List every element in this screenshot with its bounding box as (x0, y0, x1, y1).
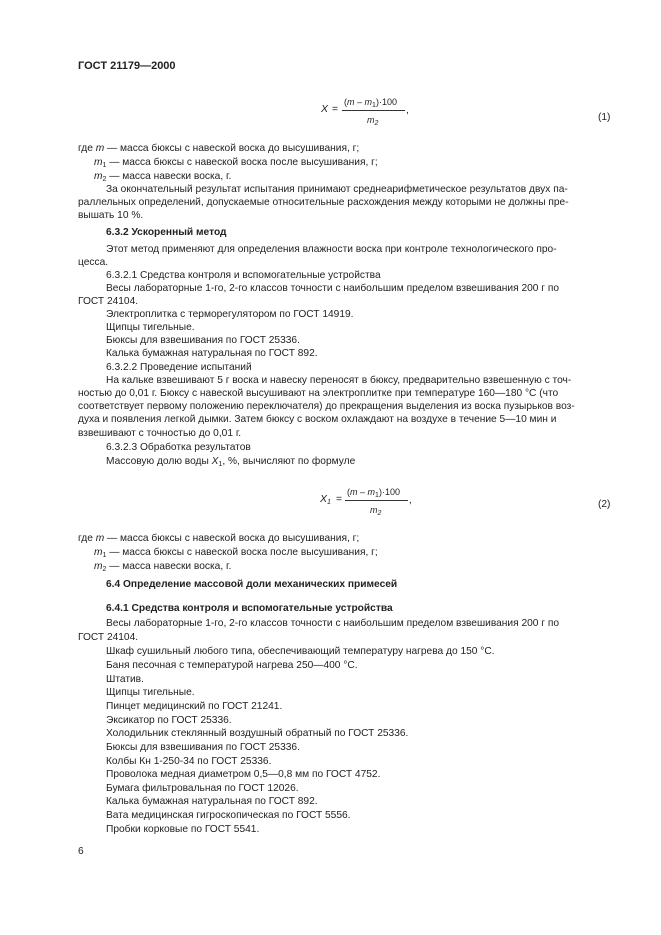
section-6-3-2-line-1: Этот метод применяют для определения влажности воска при контроле технологического про- (106, 244, 557, 255)
section-6-3-2-line-2: цесса. (78, 257, 109, 268)
formula-2-number: (2) (598, 499, 611, 510)
list-item: Бюксы для взвешивания по ГОСТ 25336. (106, 335, 300, 346)
list-item: ГОСТ 24104. (78, 296, 139, 307)
section-6-3-2-title: 6.3.2 Ускоренный метод (106, 227, 227, 238)
formula-2-comma: , (409, 495, 412, 506)
list-item: Калька бумажная натуральная по ГОСТ 892. (106, 796, 318, 807)
formula-1-comma: , (406, 105, 409, 116)
legend-2-line-1: где m — масса бюксы с навеской воска до высушивания, г; (78, 533, 360, 544)
procedure-line: ностью до 0,01 г. Бюксу с навеской высушивают на электроплитке при температуре 160—180 °С (что (78, 388, 559, 399)
procedure-line: взвешивают с точностью до 0,01 г. (78, 428, 242, 439)
result-paragraph-line-2: раллельных определений, допускаемые относительные расхождения между которыми не должны пре- (78, 197, 569, 208)
section-6-3-2-2-title: 6.3.2.2 Проведение испытаний (106, 362, 252, 373)
section-6-3-2-1-title: 6.3.2.1 Средства контроля и вспомогательные устройства (106, 270, 381, 281)
formula-1-denominator: $m_2$ (367, 115, 379, 127)
list-item: Калька бумажная натуральная по ГОСТ 892. (106, 348, 318, 359)
list-item: Весы лабораторные 1-го, 2-го классов точности с наибольшим пределом взвешивания 200 г по (106, 618, 560, 629)
procedure-line: соответствует первому положению переключателя) до прекращения выделения из воска пузырьков воз- (78, 401, 575, 412)
list-item: Бумага фильтровальная по ГОСТ 12026. (106, 783, 299, 794)
document-header: ГОСТ 21179—2000 (78, 60, 176, 72)
list-item: Проволока медная диаметром 0,5—0,8 мм по ГОСТ 4752. (106, 769, 381, 780)
result-paragraph-line-1: За окончательный результат испытания принимают среднеарифметическое результатов двух па- (106, 184, 568, 195)
section-6-4-title: 6.4 Определение массовой доли механических примесей (106, 579, 398, 590)
list-item: Пинцет медицинский по ГОСТ 21241. (106, 701, 283, 712)
formula-2-equals: = (336, 494, 342, 505)
section-6-3-2-3-line-1: Массовую долю воды $X_1$, %, вычисляют по формуле (106, 456, 356, 468)
section-6-4-1-title: 6.4.1 Средства контроля и вспомогательные устройства (106, 603, 393, 614)
list-item: Пробки корковые по ГОСТ 5541. (106, 824, 260, 835)
list-item: Колбы Кн 1-250-34 по ГОСТ 25336. (106, 756, 272, 767)
formula-1-numerator: $(m - m_1)\cdot 100$ (344, 97, 397, 109)
list-item: Шкаф сушильный любого типа, обеспечивающий температуру нагрева до 150 °С. (106, 646, 495, 657)
section-6-3-2-3-title: 6.3.2.3 Обработка результатов (106, 442, 251, 453)
legend-2-line-2: $m_1$ — масса бюксы с навеской воска после высушивания, г; (94, 547, 378, 559)
formula-2-numerator: $(m - m_1)\cdot 100$ (347, 487, 400, 499)
page-number: 6 (78, 846, 84, 857)
formula-1-fraction-bar (342, 110, 405, 111)
formula-2-fraction-bar (345, 500, 408, 501)
list-item: Штатив. (106, 674, 144, 685)
procedure-line: духа и появления легкой дымки. Затем бюксу с воском охлаждают на воздухе в течение 5—10 мин и (78, 414, 557, 425)
result-paragraph-line-3: вышать 10 %. (78, 210, 144, 221)
list-item: Бюксы для взвешивания по ГОСТ 25336. (106, 742, 300, 753)
legend-1-line-3: $m_2$ — масса навески воска, г. (94, 171, 232, 183)
list-item: Щипцы тигельные. (106, 687, 195, 698)
legend-2-line-3: $m_2$ — масса навески воска, г. (94, 561, 232, 573)
list-item: Электроплитка с терморегулятором по ГОСТ 14919. (106, 309, 354, 320)
list-item: ГОСТ 24104. (78, 632, 139, 643)
list-item: Вата медицинская гигроскопическая по ГОСТ 5556. (106, 810, 351, 821)
legend-1-line-2: $m_1$ — масса бюксы с навеской воска после высушивания, г; (94, 157, 378, 169)
formula-1-number: (1) (598, 112, 611, 123)
list-item: Холодильник стеклянный воздушный обратный по ГОСТ 25336. (106, 728, 409, 739)
list-item: Эксикатор по ГОСТ 25336. (106, 715, 232, 726)
list-item: Баня песочная с температурой нагрева 250—400 °С. (106, 660, 358, 671)
legend-1-line-1: где m — масса бюксы с навеской воска до высушивания, г; (78, 143, 360, 154)
formula-1-equals: = (332, 104, 338, 115)
procedure-line: На кальке взвешивают 5 г воска и навеску переносят в бюксу, предварительно взвешенную с точ- (106, 375, 572, 386)
list-item: Щипцы тигельные. (106, 322, 195, 333)
formula-2-lhs: $X_1$ (320, 493, 331, 506)
formula-1-lhs: X (321, 103, 329, 115)
formula-2-denominator: $m_2$ (370, 505, 382, 517)
list-item: Весы лабораторные 1-го, 2-го классов точности с наибольшим пределом взвешивания 200 г по (106, 283, 560, 294)
